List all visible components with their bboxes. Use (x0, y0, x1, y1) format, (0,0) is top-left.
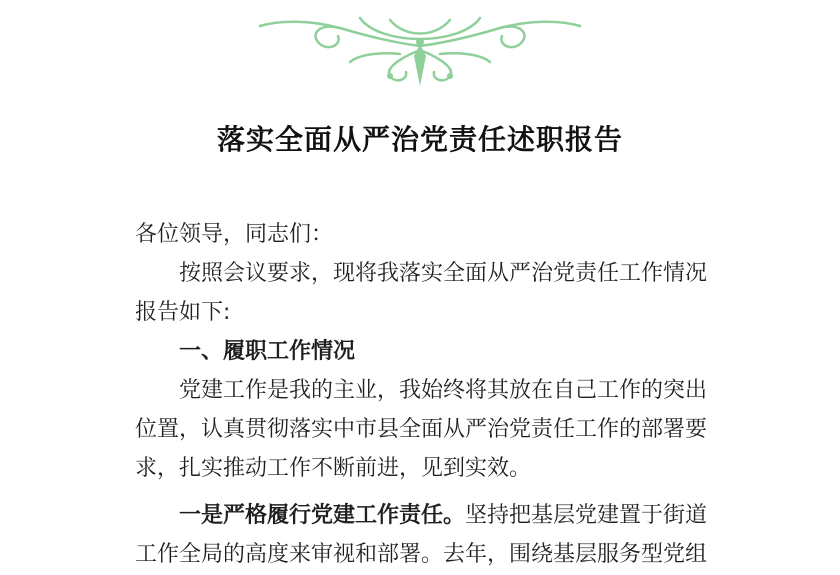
lead-paragraph-text: 坚持把基层党建置于街道工作全局的高度来审视和部署。去年，围绕基层服务型党组 (135, 503, 708, 567)
salutation: 各位领导，同志们： (135, 222, 334, 247)
lead-phrase: 一是严格履行党建工作责任。 (179, 503, 466, 528)
lead-paragraph (135, 496, 715, 574)
intro-paragraph: 按照会议要求，现将我落实全面从严治党责任工作情况报告如下: (135, 261, 708, 325)
section-heading: 一、履职工作情况 (179, 339, 356, 364)
decorative-header-ornament (60, 6, 780, 90)
body-paragraph: 党建工作是我的主业，我始终将其放在自己工作的突出位置，认真贯彻落实中市县全面从严治党责任工作的部署要求，扎实推动工作不断前进，见到实效。 (135, 378, 708, 481)
document-body (135, 215, 715, 574)
document-title: 落实全面从严治党责任述职报告 (216, 123, 623, 156)
